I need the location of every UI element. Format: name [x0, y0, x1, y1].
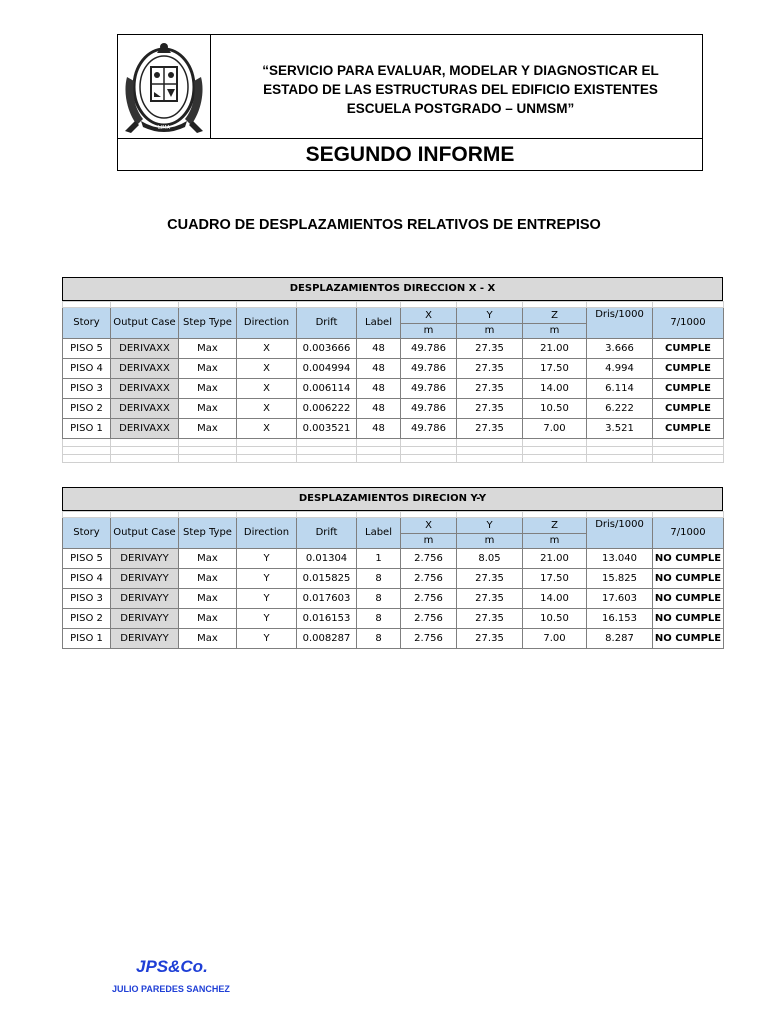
col-limit: 7/1000 [653, 518, 724, 549]
table-title: CUADRO DE DESPLAZAMIENTOS RELATIVOS DE ENTREPISO [167, 217, 601, 233]
cell-story: PISO 1 [63, 629, 111, 649]
cell-label: 1 [357, 549, 401, 569]
section-y-title: DESPLAZAMIENTOS DIRECION Y-Y [62, 487, 723, 511]
cell-dris: 15.825 [587, 569, 653, 589]
table-row [63, 419, 724, 439]
col-direction: Direction [237, 308, 297, 339]
table-row [63, 609, 724, 629]
table-row [63, 549, 724, 569]
cell-x: 49.786 [401, 379, 457, 399]
cell-x: 49.786 [401, 359, 457, 379]
table-row [63, 629, 724, 649]
cell-label: 8 [357, 569, 401, 589]
table-row [63, 589, 724, 609]
cell-dris: 6.222 [587, 399, 653, 419]
cell-label: 8 [357, 629, 401, 649]
cell-check: NO CUMPLE [653, 549, 724, 569]
unit-y: m [457, 533, 523, 549]
cell-x: 49.786 [401, 339, 457, 359]
cell-direction: Y [237, 569, 297, 589]
report-title: SEGUNDO INFORME [305, 143, 515, 166]
table-x-body [63, 339, 724, 439]
cell-label: 48 [357, 419, 401, 439]
section-x-title: DESPLAZAMIENTOS DIRECCION X - X [62, 277, 723, 301]
cell-y: 27.35 [457, 419, 523, 439]
col-drift: Drift [297, 518, 357, 549]
cell-step-type: Max [179, 419, 237, 439]
table-row [63, 399, 724, 419]
col-output-case: Output Case [111, 308, 179, 339]
cell-x: 2.756 [401, 609, 457, 629]
col-label: Label [357, 518, 401, 549]
cell-dris: 16.153 [587, 609, 653, 629]
cell-check: CUMPLE [653, 339, 724, 359]
cell-z: 7.00 [523, 419, 587, 439]
cell-story: PISO 2 [63, 399, 111, 419]
cell-output-case: DERIVAYY [111, 609, 179, 629]
cell-drift: 0.004994 [297, 359, 357, 379]
col-x: X [401, 518, 457, 534]
cell-drift: 0.006222 [297, 399, 357, 419]
cell-x: 2.756 [401, 589, 457, 609]
cell-direction: Y [237, 589, 297, 609]
cell-dris: 3.666 [587, 339, 653, 359]
unit-z: m [523, 533, 587, 549]
project-title-line-3: ESCUELA POSTGRADO – UNMSM” [346, 101, 575, 116]
cell-y: 8.05 [457, 549, 523, 569]
cell-output-case: DERIVAYY [111, 569, 179, 589]
cell-direction: X [237, 419, 297, 439]
table-row [63, 569, 724, 589]
cell-check: CUMPLE [653, 379, 724, 399]
cell-step-type: Max [179, 549, 237, 569]
cell-x: 49.786 [401, 399, 457, 419]
svg-text:LIMA: LIMA [158, 125, 170, 131]
project-title-line-1: “SERVICIO PARA EVALUAR, MODELAR Y DIAGNOSTICAR EL [262, 63, 659, 78]
header-top-row [118, 35, 702, 139]
document-header [117, 34, 703, 171]
cell-story: PISO 4 [63, 359, 111, 379]
cell-drift: 0.016153 [297, 609, 357, 629]
cell-label: 48 [357, 339, 401, 359]
cell-check: CUMPLE [653, 359, 724, 379]
cell-drift: 0.01304 [297, 549, 357, 569]
cell-check: NO CUMPLE [653, 589, 724, 609]
crest-icon [121, 37, 207, 135]
cell-story: PISO 5 [63, 549, 111, 569]
cell-y: 27.35 [457, 399, 523, 419]
cell-check: NO CUMPLE [653, 609, 724, 629]
col-z: Z [523, 308, 587, 324]
unit-z: m [523, 323, 587, 339]
cell-output-case: DERIVAXX [111, 359, 179, 379]
col-x: X [401, 308, 457, 324]
cell-y: 27.35 [457, 569, 523, 589]
cell-dris: 6.114 [587, 379, 653, 399]
drift-table-x [62, 301, 724, 463]
cell-label: 48 [357, 379, 401, 399]
col-z: Z [523, 518, 587, 534]
cell-y: 27.35 [457, 339, 523, 359]
cell-step-type: Max [179, 609, 237, 629]
cell-story: PISO 4 [63, 569, 111, 589]
col-step-type: Step Type [179, 518, 237, 549]
cell-output-case: DERIVAXX [111, 419, 179, 439]
table-x-header [63, 308, 724, 339]
footer-author-name: JULIO PAREDES SANCHEZ [112, 984, 230, 994]
unit-x: m [401, 533, 457, 549]
cell-z: 7.00 [523, 629, 587, 649]
table-row [63, 339, 724, 359]
cell-z: 10.50 [523, 609, 587, 629]
cell-y: 27.35 [457, 359, 523, 379]
cell-dris: 3.521 [587, 419, 653, 439]
col-dris: Dris/1000 [587, 308, 653, 339]
cell-dris: 8.287 [587, 629, 653, 649]
cell-check: CUMPLE [653, 399, 724, 419]
cell-output-case: DERIVAXX [111, 379, 179, 399]
col-output-case: Output Case [111, 518, 179, 549]
cell-story: PISO 2 [63, 609, 111, 629]
cell-label: 8 [357, 589, 401, 609]
cell-z: 21.00 [523, 549, 587, 569]
cell-direction: X [237, 399, 297, 419]
cell-z: 21.00 [523, 339, 587, 359]
cell-output-case: DERIVAXX [111, 339, 179, 359]
cell-drift: 0.003521 [297, 419, 357, 439]
col-y: Y [457, 518, 523, 534]
cell-x: 49.786 [401, 419, 457, 439]
cell-step-type: Max [179, 339, 237, 359]
cell-drift: 0.017603 [297, 589, 357, 609]
cell-story: PISO 3 [63, 379, 111, 399]
table-row [63, 359, 724, 379]
col-dris: Dris/1000 [587, 518, 653, 549]
cell-step-type: Max [179, 589, 237, 609]
project-title [218, 61, 703, 118]
cell-check: NO CUMPLE [653, 629, 724, 649]
cell-drift: 0.008287 [297, 629, 357, 649]
cell-story: PISO 3 [63, 589, 111, 609]
cell-step-type: Max [179, 359, 237, 379]
cell-direction: Y [237, 609, 297, 629]
cell-z: 17.50 [523, 569, 587, 589]
unit-y: m [457, 323, 523, 339]
table-row [63, 379, 724, 399]
cell-dris: 4.994 [587, 359, 653, 379]
cell-output-case: DERIVAXX [111, 399, 179, 419]
university-logo [118, 35, 211, 138]
cell-drift: 0.006114 [297, 379, 357, 399]
cell-output-case: DERIVAYY [111, 629, 179, 649]
cell-label: 48 [357, 399, 401, 419]
cell-z: 10.50 [523, 399, 587, 419]
cell-y: 27.35 [457, 589, 523, 609]
cell-check: NO CUMPLE [653, 569, 724, 589]
cell-drift: 0.015825 [297, 569, 357, 589]
cell-check: CUMPLE [653, 419, 724, 439]
cell-step-type: Max [179, 379, 237, 399]
cell-label: 48 [357, 359, 401, 379]
cell-story: PISO 5 [63, 339, 111, 359]
cell-direction: X [237, 379, 297, 399]
cell-y: 27.35 [457, 379, 523, 399]
col-direction: Direction [237, 518, 297, 549]
cell-step-type: Max [179, 399, 237, 419]
cell-direction: X [237, 339, 297, 359]
cell-direction: X [237, 359, 297, 379]
cell-output-case: DERIVAYY [111, 549, 179, 569]
cell-z: 17.50 [523, 359, 587, 379]
cell-step-type: Max [179, 629, 237, 649]
project-title-line-2: ESTADO DE LAS ESTRUCTURAS DEL EDIFICIO EXISTENTES [263, 82, 658, 97]
col-step-type: Step Type [179, 308, 237, 339]
cell-x: 2.756 [401, 629, 457, 649]
col-story: Story [63, 518, 111, 549]
col-drift: Drift [297, 308, 357, 339]
cell-drift: 0.003666 [297, 339, 357, 359]
cell-label: 8 [357, 609, 401, 629]
cell-dris: 17.603 [587, 589, 653, 609]
col-limit: 7/1000 [653, 308, 724, 339]
table-y-body [63, 549, 724, 649]
cell-y: 27.35 [457, 629, 523, 649]
col-y: Y [457, 308, 523, 324]
cell-z: 14.00 [523, 589, 587, 609]
cell-x: 2.756 [401, 569, 457, 589]
drift-table-y [62, 511, 724, 649]
cell-direction: Y [237, 549, 297, 569]
unit-x: m [401, 323, 457, 339]
cell-output-case: DERIVAYY [111, 589, 179, 609]
footer-brand: JPS&Co. [136, 957, 208, 976]
cell-y: 27.35 [457, 609, 523, 629]
col-label: Label [357, 308, 401, 339]
cell-x: 2.756 [401, 549, 457, 569]
cell-z: 14.00 [523, 379, 587, 399]
cell-dris: 13.040 [587, 549, 653, 569]
table-y-header [63, 518, 724, 549]
cell-direction: Y [237, 629, 297, 649]
cell-story: PISO 1 [63, 419, 111, 439]
cell-step-type: Max [179, 569, 237, 589]
col-story: Story [63, 308, 111, 339]
